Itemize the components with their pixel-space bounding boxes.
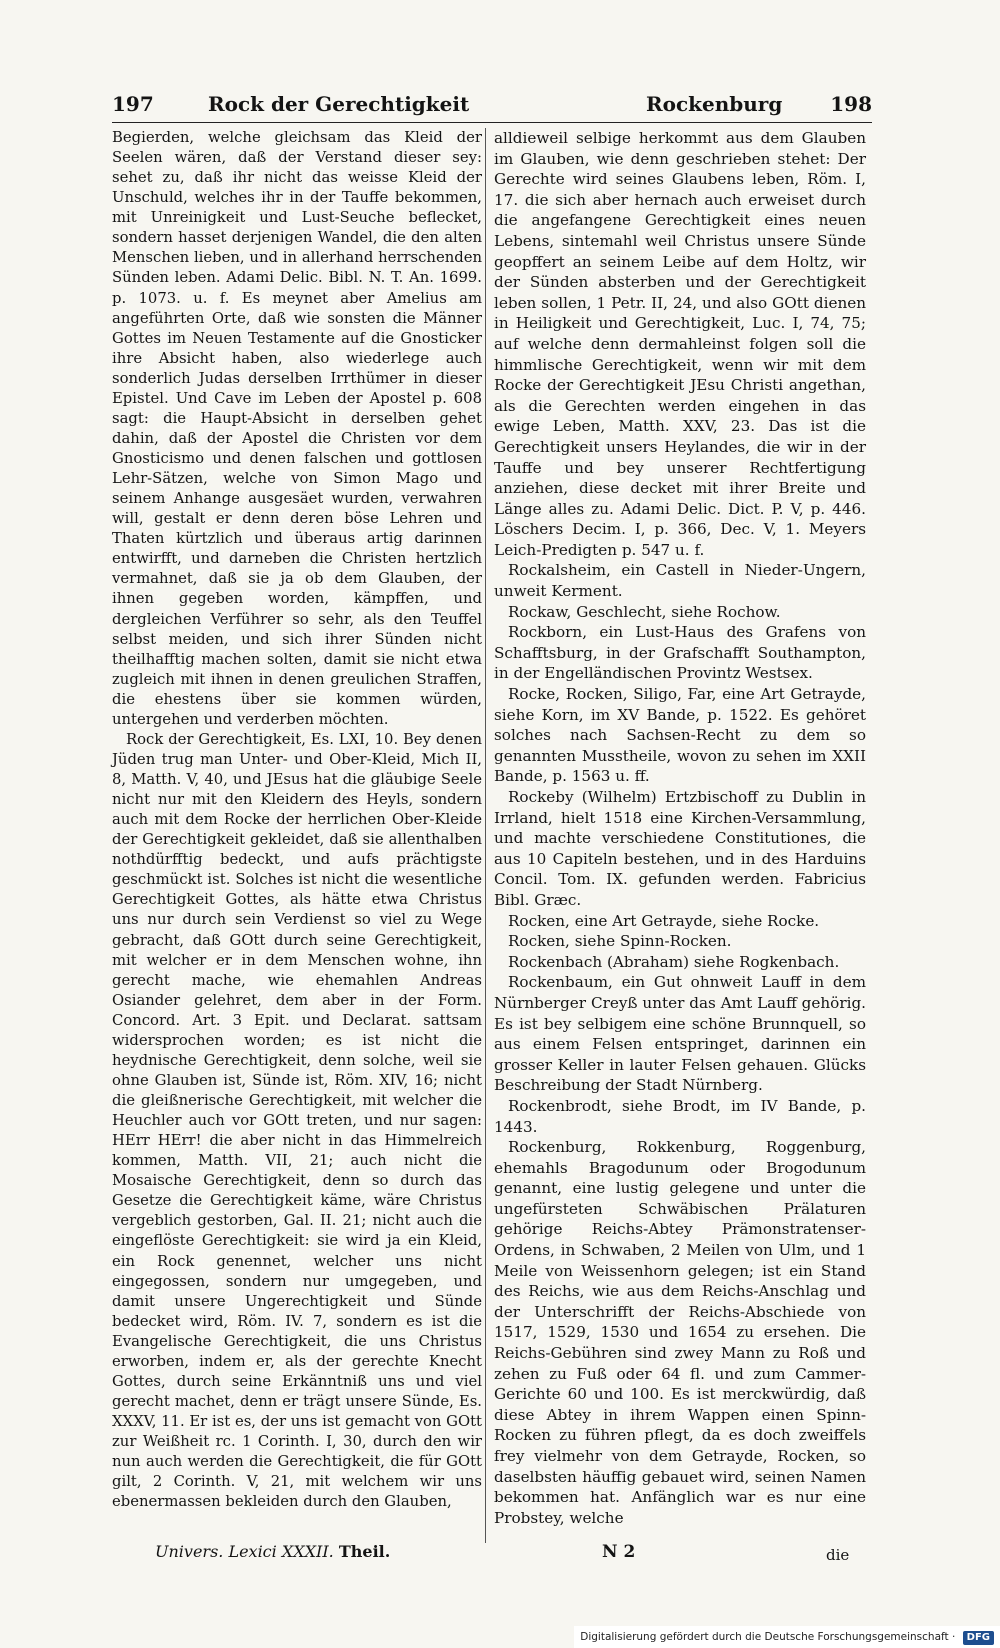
- right-column-paragraph: Rockaw, Geschlecht, siehe Rochow.: [508, 602, 781, 621]
- column-divider: [485, 128, 486, 1543]
- left-column-paragraph: Rock der Gerechtigkeit, Es. LXI, 10. Bey denen Jüden trug man Unter- und Ober-Kleid, Mich II, 8, Matth. V, 40, und JEsus hat die gläubige Seele nicht nur mit den Kleidern des Heyls, sondern auch mit dem Rocke der herrlichen Ober-Kleide der Gerechtigkeit gekleidet, daß sie allenthalben nothdürfftig bedeckt, und aufs prächtigste geschmückt ist. Solches ist nicht die wesentliche Gerechtigkeit Gottes, als hätte etwa Christus uns nur durch sein Verdienst so viel zu Wege gebracht, daß GOtt durch seine Gerechtigkeit, mit welcher er in dem Menschen wohne, ihn gerecht mache, wie ehemahlen Andreas Osiander gelehret, dem aber in der Form. Concord. Art. 3 Epit. und Declarat. sattsam widersprochen worden; es ist nicht die heydnische Gerechtigkeit, denn solche, weil sie ohne Glauben ist, Sünde ist, Röm. XIV, 16; nicht die gleißnerische Gerechtigkeit, mit welcher die Heuchler auch vor GOtt treten, und nur sagen: HErr HErr! die aber nicht in das Himmelreich kommen, Matth. VII, 21; auch nicht die Mosaische Gerechtigkeit, denn so durch das Gesetze die Gerechtigkeit käme, wäre Christus vergeblich gestorben, Gal. II. 21; nicht auch die eingeflöste Gerechtigkeit: sie wird ja ein Kleid, ein Rock genennet, welcher uns nicht eingegossen, sondern nur umgegeben, und damit unsere Ungerechtigkeit und Sünde bedecket wird, Röm. IV. 7, sondern es ist die Evangelische Gerechtigkeit, die uns Christus erworben, indem er, als der gerechte Knecht Gottes, durch seine Erkänntniß uns und viel gerecht machet, denn er trägt unsere Sünde, Es. XXXV, 11. Er ist es, der uns ist gemacht von GOtt zur Weißheit rc. 1 Corinth. I, 30, durch den wir nun auch werden die Gerechtigkeit, die für GOtt gilt, 2 Corinth. V, 21, mit welchem wir uns ebenermassen bekleiden durch den Glauben,: [112, 730, 482, 1511]
- right-column-paragraph: Rockenbaum, ein Gut ohnweit Lauff in dem Nürnberger Creyß unter das Amt Lauff gehörig. Es ist bey selbigem eine schöne Brunnquell, so aus einem Felsen entspringet, darinnen ein grosser Keller in lauter Felsen gehauen. Glücks Beschreibung der Stadt Nürnberg.: [494, 973, 866, 1095]
- digitization-credit: [574, 1626, 1000, 1648]
- right-running-title: Rockenburg: [646, 92, 783, 116]
- catchword: die: [826, 1546, 850, 1564]
- right-column-paragraph: Rocken, eine Art Getrayde, siehe Rocke.: [508, 911, 820, 930]
- credit-text: Digitalisierung gefördert durch die Deutsche Forschungsgemeinschaft ·: [580, 1631, 956, 1643]
- dfg-logo: DFG: [963, 1631, 994, 1645]
- left-page-number: 197: [112, 92, 154, 116]
- signature-text: Univers. Lexici XXXII.: [155, 1542, 334, 1561]
- right-page-number: 198: [830, 92, 872, 116]
- right-column-paragraph: Rocke, Rocken, Siligo, Far, eine Art Getrayde, siehe Korn, im XV Bande, p. 1522. Es gehöret solches nach Sachsen-Recht zu dem so genannten Musstheile, wovon zu sehen im XXII Bande, p. 1563 u. ff.: [494, 685, 866, 786]
- right-column-paragraph: Rockenbrodt, siehe Brodt, im IV Bande, p. 1443.: [494, 1096, 866, 1136]
- left-running-title: Rock der Gerechtigkeit: [208, 92, 470, 116]
- right-column-paragraph: Rocken, siehe Spinn-Rocken.: [508, 932, 732, 951]
- right-text-column: [494, 128, 866, 1528]
- signature-line: [155, 1542, 390, 1561]
- right-column-paragraph: Rockeby (Wilhelm) Ertzbischoff zu Dublin in Irrland, hielt 1518 eine Kirchen-Versammlung, und machte verschiedene Constitutiones, die aus 10 Capiteln bestehen, und in des Harduins Concil. Tom. IX. gefunden werden. Fabricius Bibl. Græc.: [494, 788, 866, 909]
- right-column-paragraph: Rockenbach (Abraham) siehe Rogkenbach.: [508, 952, 840, 971]
- right-column-paragraph: alldieweil selbige herkommt aus dem Glauben im Glauben, wie denn geschrieben stehet: Der Gerechte wird seines Glaubens leben, Röm. I, 17. die sich aber hernach auch erweiset durch die angefangene Gerechtigkeit eines neuen Lebens, sintemahl weil Christus unsere Sünde geopffert an seinem Leibe auf dem Holtz, wir der Sünden absterben und der Gerechtigkeit leben sollen, 1 Petr. II, 24, und also GOtt dienen in Heiligkeit und Gerechtigkeit, Luc. I, 74, 75; auf welche denn dermahleinst folgen soll die himmlische Gerechtigkeit, wenn wir mit dem Rocke der Gerechtigkeit JEsu Christi angethan, als die Gerechten werden eingehen in das ewige Leben, Matth. XXV, 23. Das ist die Gerechtigkeit unsers Heylandes, die wir in der Tauffe und bey unserer Rechtfertigung anziehen, diese decket mit ihrer Breite und Länge alles zu. Adami Delic. Dict. P. V, p. 446. Löschers Decim. I, p. 366, Dec. V, 1. Meyers Leich-Predigten p. 547 u. f.: [494, 129, 866, 559]
- running-header: [112, 88, 872, 123]
- left-text-column: [112, 128, 482, 1512]
- sheet-signature: N 2: [602, 1542, 636, 1562]
- left-column-paragraph: Begierden, welche gleichsam das Kleid der Seelen wären, daß der Verstand dieser sey: sehet zu, daß ihr nicht das weisse Kleid der Unschuld, welches ihr in der Tauffe bekommen, mit Unreinigkeit und Lust-Seuche beflecket, sondern hasset derjenigen Wandel, die den alten Menschen lieben, und in allerhand herrschenden Sünden leben. Adami Delic. Bibl. N. T. An. 1699. p. 1073. u. f. Es meynet aber Amelius am angeführten Orte, daß wie sonsten die Männer Gottes im Neuen Testamente auf die Gnosticker ihre Absicht haben, also wiederlege auch sonderlich Judas derselben Irrthümer in dieser Epistel. Und Cave im Leben der Apostel p. 608 sagt: die Haupt-Absicht in derselben gehet dahin, daß der Apostel die Christen vor dem Gnosticismo und denen falschen und gottlosen Lehr-Sätzen, welche von Simon Mago und seinem Anhange ausgesäet wurden, verwahren will, gestalt er denn deren böse Lehren und Thaten kürtzlich und überaus artig darinnen entwirfft, und darneben die Christen hertzlich vermahnet, daß sie ja ob dem Glauben, der ihnen gegeben worden, kämpffen, und dergleichen Verführer so sehr, als den Teuffel selbst meiden, und sich ihrer Sünden nicht theilhafftig machen solten, damit sie nicht etwa zugleich mit ihnen in denen greulichen Straffen, die ehestens über sie kommen würden, untergehen und verderben möchten.: [112, 129, 482, 728]
- right-column-paragraph: Rockenburg, Rokkenburg, Roggenburg, ehemahls Bragodunum oder Brogodunum genannt, eine lustig gelegene und unter die ungefürsteten Schwäbischen Prälaturen gehörige Reichs-Abtey Prämonstratenser-Ordens, in Schwaben, 2 Meilen von Ulm, und 1 Meile von Weissenhorn gelegen; ist ein Stand des Reichs, wie aus dem Reichs-Anschlag und der Unterschrifft der Reichs-Abschiede von 1517, 1529, 1530 und 1654 zu ersehen. Die Reichs-Gebühren sind zwey Mann zu Roß und zehen zu Fuß oder 64 fl. und zum Cammer-Gerichte 60 und 100. Es ist merckwürdig, daß diese Abtey in ihrem Wappen einen Spinn-Rocken zu führen pflegt, da es doch zweiffels frey vielmehr von dem Getrayde, Rocken, so daselbsten häuffig gebauet wird, seinen Namen bekommen hat. Anfänglich war es nur eine Probstey, welche: [494, 1138, 866, 1527]
- right-column-paragraph: Rockborn, ein Lust-Haus des Grafens von Schafftsburg, in der Grafschafft Southampton, in der Engelländischen Provintz Westsex.: [494, 623, 866, 683]
- signature-part: Theil.: [338, 1542, 391, 1561]
- right-column-paragraph: Rockalsheim, ein Castell in Nieder-Ungern, unweit Kerment.: [494, 561, 866, 601]
